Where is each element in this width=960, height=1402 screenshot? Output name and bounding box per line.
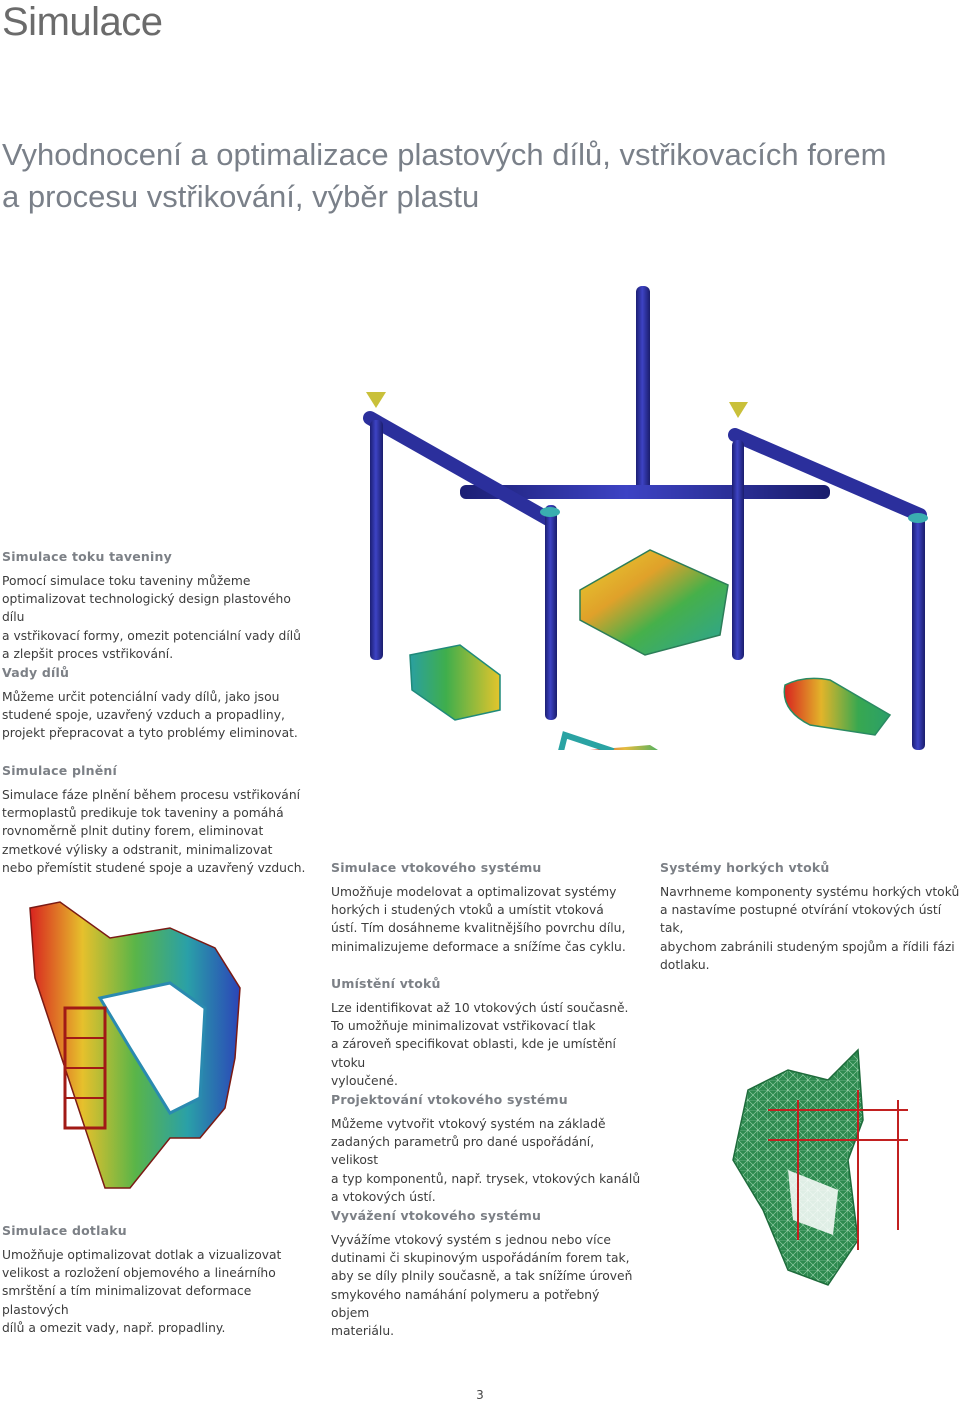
text-line: dotlaku. xyxy=(660,957,710,972)
text-line: horkých i studených vtoků a umístit vtoková xyxy=(331,903,604,918)
section-text xyxy=(2,688,312,743)
text-line: a typ komponentů, např. trysek, vtokových kanálů xyxy=(331,1171,641,1186)
text-line: a vtokových ústí. xyxy=(331,1189,436,1204)
mesh-part-image xyxy=(728,1040,948,1290)
section-text xyxy=(331,1115,641,1206)
text-line: optimalizovat technologický design plastového dílu xyxy=(2,592,291,625)
text-line: Umožňuje optimalizovat dotlak a vizualizovat xyxy=(2,1248,282,1262)
section-simulace-toku xyxy=(2,548,312,663)
text-line: smrštění a tím minimalizovat deformace plastových xyxy=(2,1284,252,1317)
section-simulace-dotlaku xyxy=(2,1222,312,1337)
page-subtitle xyxy=(2,134,960,218)
text-line: dílů a omezit vady, např. propadliny. xyxy=(2,1320,226,1335)
text-line: velikost a rozložení objemového a lineárního xyxy=(2,1266,276,1281)
section-text xyxy=(331,1231,641,1340)
text-line: minimalizujeme deformace a snížíme čas cyklu. xyxy=(331,939,626,954)
section-simulace-vtokoveho xyxy=(331,859,641,956)
section-projektovani xyxy=(331,1091,641,1206)
text-line: Navrhneme komponenty systému horkých vtoků xyxy=(660,885,960,899)
text-line: studené spoje, uzavřený vzduch a propadliny, xyxy=(2,708,285,723)
text-line: zadaných parametrů pro dané uspořádání, velikost xyxy=(331,1135,595,1168)
text-line: vyloučené. xyxy=(331,1073,398,1088)
section-heading: Simulace vtokového systému xyxy=(331,860,542,875)
section-heading: Vyvážení vtokového systému xyxy=(331,1208,542,1223)
text-line: abychom zabránili studeným spojům a řídili fázi xyxy=(660,939,955,954)
section-text xyxy=(331,999,641,1090)
section-umisteni-vtoku xyxy=(331,975,641,1090)
text-line: Umožňuje modelovat a optimalizovat systémy xyxy=(331,885,617,899)
text-line: Můžeme určit potenciální vady dílů, jako jsou xyxy=(2,690,280,704)
section-heading: Umístění vtoků xyxy=(331,976,441,991)
text-line: a zároveň specifikovat oblasti, kde je umístění vtoku xyxy=(331,1037,616,1070)
text-line: ústí. Tím dosáhneme kvalitnějšího povrchu dílu, xyxy=(331,921,626,936)
text-line: projekt přepracovat a tyto problémy eliminovat. xyxy=(2,726,298,741)
text-line: Můžeme vytvořit vtokový systém na základě xyxy=(331,1117,606,1131)
subtitle-line-2: a procesu vstřikování, výběr plastu xyxy=(2,179,480,214)
text-line: a nastavíme postupné otvírání vtokových ústí tak, xyxy=(660,903,942,936)
section-text xyxy=(2,572,312,663)
section-heading: Simulace dotlaku xyxy=(2,1223,127,1238)
section-heading: Systémy horkých vtoků xyxy=(660,860,830,875)
handle-part-image xyxy=(20,898,250,1198)
section-simulace-plneni xyxy=(2,762,312,877)
section-text xyxy=(2,786,312,877)
text-line: aby se díly plnily současně, a tak snížíme úroveň xyxy=(331,1269,633,1284)
runner-system-image xyxy=(350,280,940,750)
text-line: materiálu. xyxy=(331,1324,395,1339)
section-text xyxy=(331,883,641,956)
text-line: a vstřikovací formy, omezit potenciální vady dílů xyxy=(2,628,301,643)
section-heading: Projektování vtokového systému xyxy=(331,1092,568,1107)
section-text xyxy=(2,1246,312,1337)
text-line: Simulace fáze plnění během procesu vstřikování xyxy=(2,788,301,802)
section-text xyxy=(660,883,960,974)
section-systemy-horkych xyxy=(660,859,960,974)
subtitle-line-1: Vyhodnocení a optimalizace plastových dílů, vstřikovacích forem xyxy=(2,137,887,172)
text-line: smykového namáhání polymeru a potřebný objem xyxy=(331,1287,600,1320)
page-number: 3 xyxy=(476,1388,484,1402)
text-line: a zlepšit proces vstřikování. xyxy=(2,646,174,661)
text-line: zmetkové výlisky a odstranit, minimalizovat xyxy=(2,842,273,857)
section-heading: Simulace toku taveniny xyxy=(2,549,172,564)
text-line: rovnoměrně plnit dutiny forem, eliminovat xyxy=(2,824,264,839)
section-heading: Vady dílů xyxy=(2,665,70,680)
text-line: nebo přemístit studené spoje a uzavřený vzduch. xyxy=(2,860,306,875)
page-title: Simulace xyxy=(2,0,163,44)
text-line: Pomocí simulace toku taveniny můžeme xyxy=(2,574,251,588)
text-line: Vyvážíme vtokový systém s jednou nebo více xyxy=(331,1233,611,1247)
text-line: termoplastů predikuje tok taveniny a pomáhá xyxy=(2,806,284,821)
text-line: Lze identifikovat až 10 vtokových ústí současně. xyxy=(331,1001,629,1015)
section-heading: Simulace plnění xyxy=(2,763,117,778)
text-line: dutinami či skupinovým uspořádáním forem tak, xyxy=(331,1251,630,1266)
section-vady-dilu xyxy=(2,664,312,743)
text-line: To umožňuje minimalizovat vstřikovací tlak xyxy=(331,1019,596,1034)
section-vyvazeni xyxy=(331,1207,641,1340)
